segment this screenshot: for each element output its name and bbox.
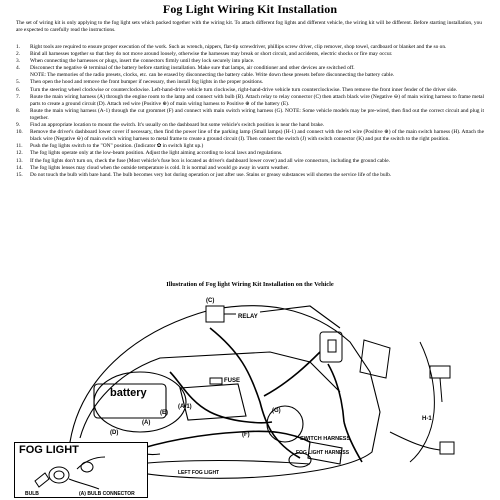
figure-title: Illustration of Fog light Wiring Kit Installation on the Vehicle <box>166 281 334 288</box>
step-number: 4. <box>16 65 21 72</box>
list-item <box>16 94 484 108</box>
list-item <box>16 87 484 94</box>
step-text: When connecting the harnesses or plugs, insert the connectors firmly until they lock securely into place. <box>30 58 255 65</box>
step-text: If the fog lights don't turn on, check the fuse (Most vehicle's fuse box is located as driver's dashboard lower cover) and all wire connectors, including the ground cable. <box>30 157 390 164</box>
label-f: (F) <box>242 432 250 438</box>
step-number: 1. <box>16 44 21 50</box>
label-c: (C) <box>206 298 215 304</box>
step-number: 5. <box>16 79 21 86</box>
step-text: Route the main wiring harness (A-1) through the cut grommet (F) and connect with main switch wiring harness (G). NOTE: Some vehicle models may be pre-wired, then find out the correct circuit and plug it together. <box>30 107 484 121</box>
step-number: 12. <box>16 150 23 157</box>
step-text: Right tools are required to ensure proper execution of the work. Such as wrench, nippers, flat-tip screwdriver, phillips screw driver, clip remover, shop towel, cardboard or blanket and the so on. <box>30 44 447 50</box>
label-fuse: FUSE <box>224 378 241 384</box>
step-text: Find an appropriate location to mount the switch. It's usually on the dashboard but some vehicle's switch position is near the hand brake. <box>30 122 325 129</box>
label-bulb-connector: (A) BULB CONNECTOR <box>79 491 135 497</box>
label-fog-light-harness: FOG LIGHT HARNESS <box>296 450 350 456</box>
relay-component <box>206 306 236 322</box>
label-a: (A) <box>142 420 151 426</box>
step-number: 3. <box>16 58 21 65</box>
fog-light-inset-title: FOG LIGHT <box>19 444 79 456</box>
label-switch-harness: SWITCH HARNESS <box>300 436 351 442</box>
step-text: Push the fog lights switch to the "ON" position. (Indicator ✿ in switch light up.) <box>30 143 204 150</box>
label-relay: RELAY <box>238 314 258 320</box>
list-item <box>16 150 484 157</box>
list-item <box>16 158 484 165</box>
step-number: 10. <box>16 129 23 136</box>
step-text: Then open the hood and remove the front bumper if necessary, then install fog lights in the proper positions. <box>30 79 264 86</box>
bulb-icon <box>35 473 49 487</box>
label-h1: H-1 <box>422 416 432 422</box>
step-text: Bind all harnesses together so that they do not move around loosely, otherwise the harnesses may break or short circuit, and accidents, electric shocks or fire may occur. <box>30 51 393 58</box>
label-bulb: BULB <box>25 491 39 497</box>
step-number: 11. <box>16 143 23 150</box>
step-number: 13. <box>16 157 23 164</box>
step-text: Turn the steering wheel clockwise or counterclockwise. Left-hand-drive vehicle turn clockwise, right-hand-drive vehicle turn counterclockwise. Then remove the front inner fender of the driver side. <box>30 86 458 93</box>
step-number: 14. <box>16 164 23 171</box>
fog-lamp-icon <box>49 467 69 483</box>
list-item <box>16 165 484 172</box>
list-item <box>16 129 484 143</box>
step-number: 15. <box>16 171 23 178</box>
step-text: The fog lights operate only at the low-beam position. Adjust the light aiming according to local laws and regulations. <box>30 150 283 157</box>
label-d: (D) <box>110 430 119 436</box>
step-number: 7. <box>16 93 21 100</box>
fog-light-inset-drawing <box>15 443 147 497</box>
step-text: Disconnect the negative ⊖ terminal of the battery before starting installation. Make sure that lamps, air conditioner and other devices are switched off. <box>30 65 355 72</box>
list-item <box>16 79 484 86</box>
step-text: Route the main wiring harness (A) through the engine room to the lamp and connect with bulb (B). Attach relay to relay connector (C) then attach black wire (Negative ⊖) of main wiring harness to frame metal parts to create a ground circuit (D). Attach red wire (Positive ⊕) of main wiring harness to Positive ⊕ of the battery (E). <box>30 93 484 107</box>
step-number: 2. <box>16 51 21 58</box>
fuse-component <box>210 378 222 384</box>
instruction-steps <box>16 44 484 179</box>
step-text: NOTE: The memories of the radio presets, clocks, etc. can be erased by disconnecting the battery cable. Write down these presets before disconnecting the battery cable. <box>30 72 395 79</box>
label-left-fog-light: LEFT FOG LIGHT <box>178 470 220 476</box>
step-number: 8. <box>16 107 21 114</box>
label-g: (G) <box>272 408 281 414</box>
step-text: Do not touch the bulb with bare hand. The bulb becomes very hot during operation or just after use. Stains or greasy substances will shorten the service life of the bulb. <box>30 171 392 178</box>
list-item <box>16 108 484 122</box>
list-item <box>16 172 484 179</box>
page-title: Fog Light Wiring Kit Installation <box>162 2 338 16</box>
step-number: 6. <box>16 86 21 93</box>
label-e: (E) <box>160 410 168 416</box>
step-number: 9. <box>16 122 21 129</box>
fog-light-inset <box>14 442 148 498</box>
label-battery: battery <box>110 387 147 399</box>
intro-paragraph: The set of wiring kit is only applying to the fog light sets which packed together with the wiring kit. To attach different fog lights and different vehicle, the wiring kit will be different. Before starting installation, you are expected to carefully read the instructions. <box>16 20 482 34</box>
step-text: The fog lights lenses may cloud when the outside temperature is cold. It is normal and would go away in warm weather. <box>30 164 289 171</box>
label-a1: (A-1) <box>178 404 192 410</box>
step-text: Remove the driver's dashboard lower cover if necessary, then find the power line of the parking lamp (Small lamps) (H-1) and connect with the red wire (Positive ⊕) of the main switch harness (H). Attach the black wire (Negative ⊖) of main switch wiring harness to metal frame to create a ground circuit (I). Then connect the switch (J) with switch connector (K) and put the switch to the right position. <box>30 129 484 143</box>
